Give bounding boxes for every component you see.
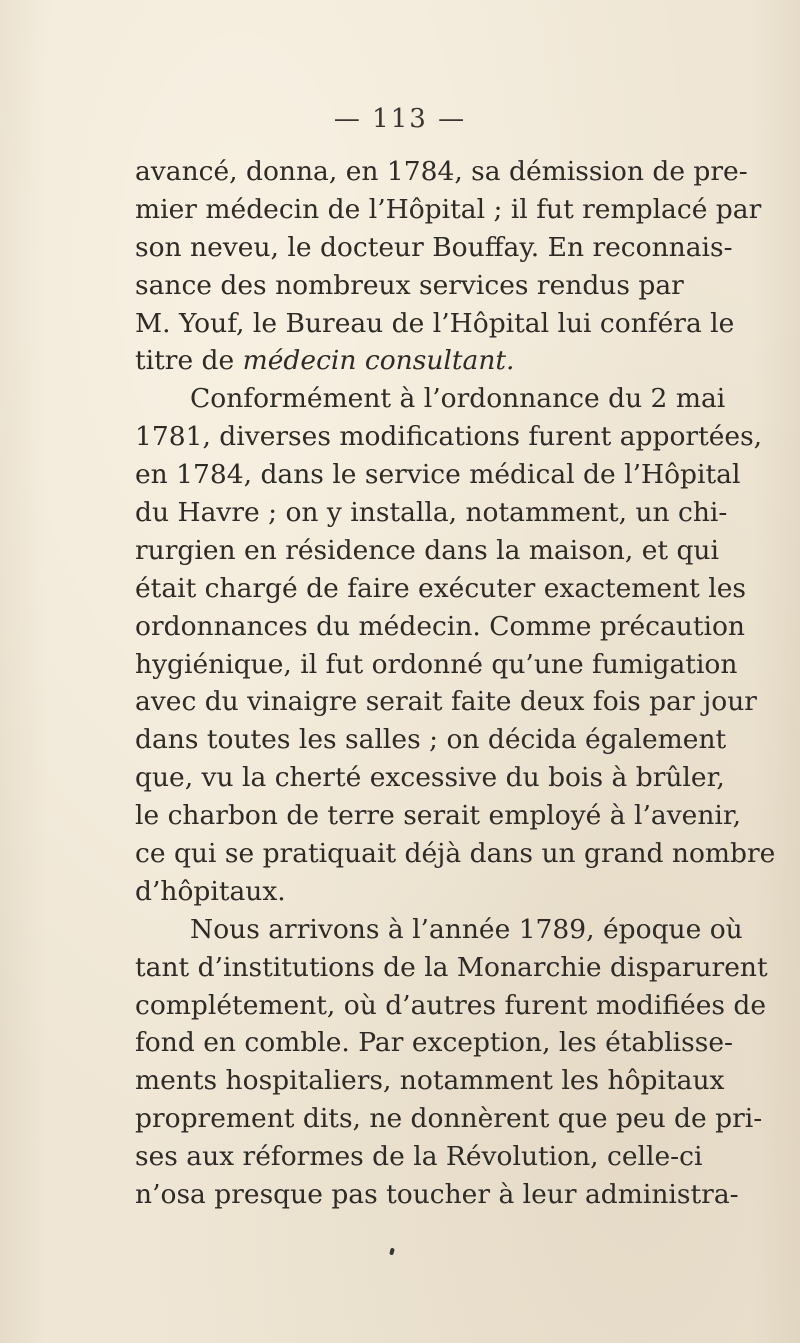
text-line: [135, 342, 669, 380]
text-line: dans toutes les salles ; on décida également: [135, 724, 727, 756]
text-line: sance des nombreux services rendus par: [135, 269, 684, 301]
text-line: Conformément à l’ordonnance du 2 mai: [190, 383, 726, 415]
text-line: 1781, diverses modifications furent apportées,: [135, 421, 763, 453]
text-segment: titre de: [135, 345, 243, 377]
body-text: [135, 153, 776, 1214]
text-line: ments hospitaliers, notamment les hôpitaux: [135, 1065, 725, 1097]
text-line: hygiénique, il fut ordonné qu’une fumigation: [135, 648, 738, 680]
text-line: M. Youf, le Bureau de l’Hôpital lui conféra le: [135, 307, 735, 339]
text-line: mier médecin de l’Hôpital ; il fut remplacé par: [135, 193, 762, 225]
paragraph-1: [135, 153, 762, 380]
text-line: tant d’institutions de la Monarchie disparurent: [135, 951, 768, 983]
text-line: que, vu la cherté excessive du bois à brûler,: [135, 762, 725, 794]
italic-term: médecin consultant.: [242, 345, 515, 377]
text-line: du Havre ; on y installa, notamment, un chi-: [135, 497, 728, 529]
text-line: complétement, où d’autres furent modifiées de: [135, 989, 767, 1021]
text-line: était chargé de faire exécuter exactement les: [135, 572, 747, 604]
text-line: avancé, donna, en 1784, sa démission de pre-: [135, 156, 748, 187]
page-number: — 113 —: [333, 104, 467, 134]
text-line: proprement dits, ne donnèrent que peu de pri-: [135, 1103, 763, 1135]
ink-speck: [389, 1248, 395, 1256]
text-line: n’osa presque pas toucher à leur administra-: [135, 1179, 739, 1211]
paragraph-3: [135, 911, 768, 1214]
text-line: son neveu, le docteur Bouffay. En reconnais-: [135, 231, 733, 263]
text-line: ordonnances du médecin. Comme précaution: [135, 610, 745, 642]
text-line: fond en comble. Par exception, les établisse-: [135, 1027, 733, 1059]
text-line: en 1784, dans le service médical de l’Hôpital: [135, 459, 741, 491]
text-line: le charbon de terre serait employé à l’avenir,: [135, 800, 742, 832]
text-line: ses aux réformes de la Révolution, celle-ci: [135, 1141, 703, 1173]
text-line: Nous arrivons à l’année 1789, époque où: [190, 913, 743, 945]
text-line: ce qui se pratiquait déjà dans un grand nombre: [135, 838, 776, 870]
text-line: rurgien en résidence dans la maison, et qui: [135, 534, 719, 566]
paragraph-2: [135, 380, 776, 910]
text-line: avec du vinaigre serait faite deux fois par jour: [135, 686, 757, 718]
text-line: d’hôpitaux.: [135, 875, 286, 907]
